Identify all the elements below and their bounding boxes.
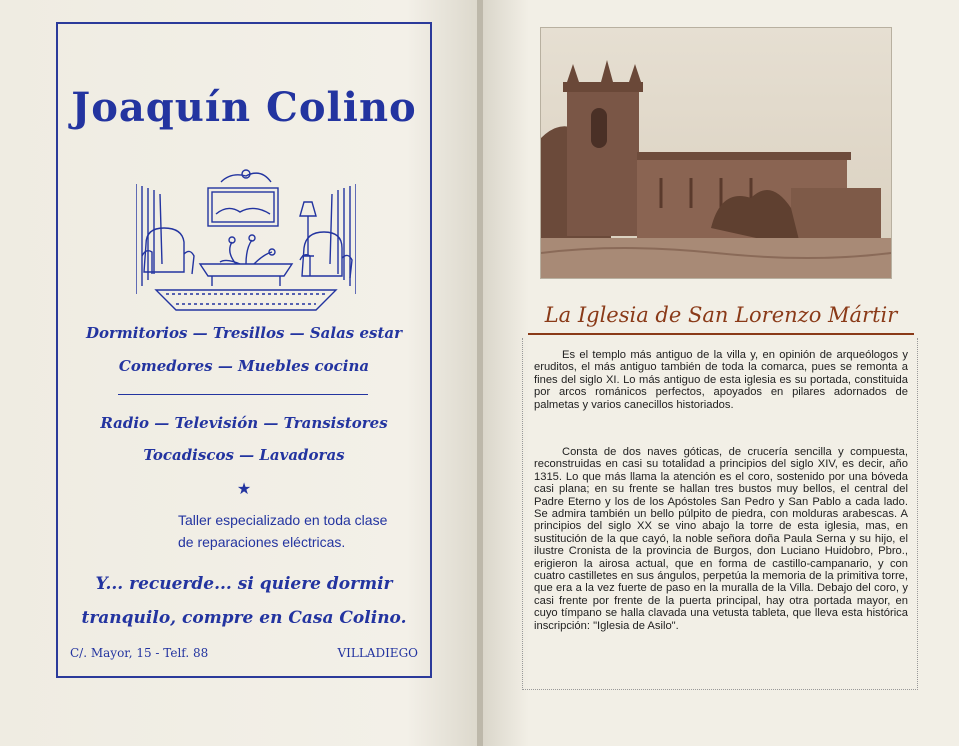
title-underline [528,333,914,335]
shop-name: Joaquín Colino [71,84,417,131]
slogan-line-2: tranquilo, compre en Casa Colino. [81,608,407,628]
star-icon: ★ [236,481,252,498]
church-illustration [541,28,891,278]
furniture-advertisement [56,22,432,678]
service-text [178,509,418,553]
products-line-furniture: Dormitorios — Tresillos — Salas estar [85,324,403,342]
divider-line [118,394,368,395]
shop-town: VILLADIEGO [337,646,418,660]
products-line-appliances: Tocadiscos — Lavadoras [143,446,345,464]
shop-address: C/. Mayor, 15 - Telf. 88 [70,646,209,660]
article-title: La Iglesia de San Lorenzo Mártir [544,303,898,327]
service-line-1: Taller especializado en toda clase [178,512,388,528]
slogan-line-1: Y... recuerde... si quiere dormir [95,574,393,594]
products-line-electronics: Radio — Televisión — Transistores [100,414,388,432]
products-line-kitchen: Comedores — Muebles cocina [118,357,370,375]
article-paragraph-1: Es el templo más antiguo de la villa y, en opinión de arqueólogos y eruditos, el más antiguo también de toda la comarca, pues se remonta a fines del siglo XI. Lo más antiguo de esta iglesia es su portada, constituida por arcos románicos perfectos, apoyados en pilares adornados de palmetas y varios canecillos historiados. [534,349,908,411]
church-photo [540,27,892,279]
service-line-2: de reparaciones eléctricas. [178,534,346,550]
book-spine [477,0,483,746]
living-room-illustration [136,164,356,314]
article-paragraph-2: Consta de dos naves góticas, de crucería sencilla y compuesta, reconstruidas en casi su totalidad a principios del siglo XIV, es decir, año 1315. Lo que más llama la atención es el coro, sostenido por una bóveda casi plana; en su frente se hallan tres bustos muy bellos, el central del Padre Eterno y los de los Apóstoles San Pedro y San Pablo a cada lado. Se admira también un bello púlpito de piedra, con molduras arabescas. A principios del siglo XX se vino abajo la torre de esta iglesia, mas, en sustitución de la que cayó, la noble señora doña Paula Serna y su hijo, el ilustre Cronista de la provincia de Burgos, don Luciano Huidobro, Pbro., erigieron la airosa actual, que en forma de castillo-campanario, y con cuatro castilletes en sus ángulos, perpetúa la memoria de la primitiva torre, que era a la vez fuerte de paso en la muralla de la Villa. Debajo del coro, y casi frente por frente de la puerta principal, hay otra portada mayor, en cuyo tímpano se halla clavada una vetusta tableta, que lleva esta histórica inscripción: "Iglesia de Asilo". [534,446,908,632]
